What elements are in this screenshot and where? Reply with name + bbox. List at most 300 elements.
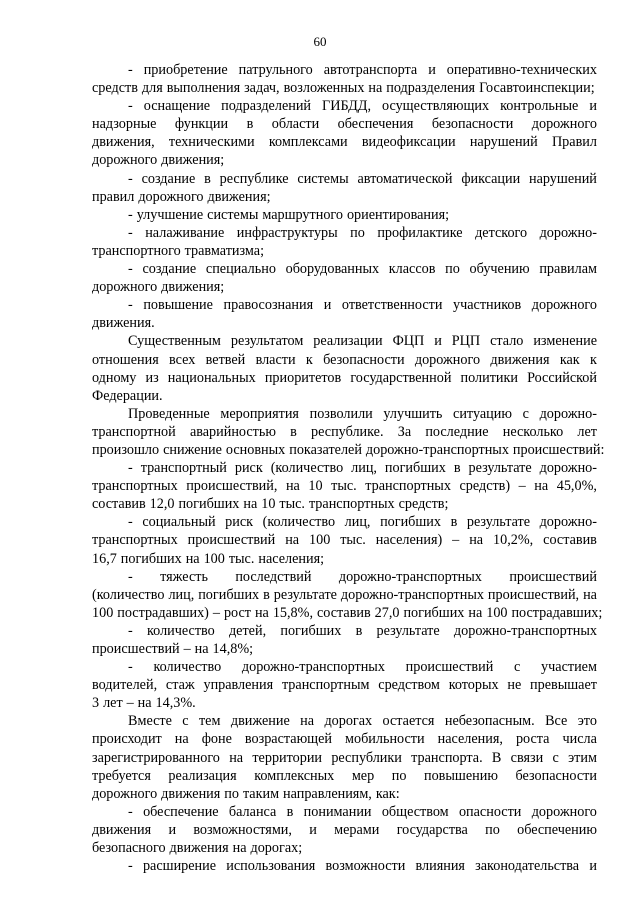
word: политики [460, 369, 518, 386]
word: возложенных [283, 80, 365, 97]
word: – [452, 532, 460, 549]
word: обеспечения [337, 116, 414, 133]
paragraph [92, 459, 597, 513]
paragraph [92, 803, 597, 857]
word: территории [252, 749, 323, 766]
word: транспортный [140, 460, 227, 477]
word: как: [375, 785, 400, 802]
word: оснащение [143, 98, 211, 115]
word: с [514, 659, 521, 676]
word: лиц, [168, 586, 195, 603]
word: лиц, [351, 460, 377, 477]
paragraph [92, 405, 605, 459]
word: национальных [167, 369, 256, 386]
word: тем [198, 713, 221, 730]
paragraph [92, 224, 597, 260]
word: с [522, 405, 529, 422]
word: обеспечение [143, 803, 219, 820]
word: тыс. [279, 496, 305, 513]
word: ситуацию [453, 405, 512, 422]
word: транспортным [281, 677, 370, 694]
word: государства [396, 821, 468, 838]
word: подразделений [221, 98, 312, 115]
word: функции [174, 116, 229, 133]
text-line [92, 61, 597, 79]
word: – [518, 478, 526, 495]
text-line [92, 550, 597, 568]
text-line [92, 821, 597, 839]
text-line [92, 97, 597, 115]
word: транспортных [308, 496, 395, 513]
word: происшествий [509, 568, 597, 585]
word: несколько [502, 423, 564, 440]
text-line [92, 730, 597, 748]
word: таким [242, 785, 280, 802]
word: обществом [381, 803, 449, 820]
word: 100 [203, 550, 225, 567]
word: расширение [142, 858, 217, 875]
word: обеспечению [517, 821, 597, 838]
text-line [92, 314, 597, 332]
word: - [128, 297, 133, 314]
word: последние [425, 423, 489, 440]
word: результате [466, 514, 531, 531]
word: дорожного [531, 297, 597, 314]
word: снижение [163, 441, 222, 458]
word: нарушений [469, 134, 538, 151]
word: детей, [228, 622, 267, 639]
word: погибших [198, 586, 260, 603]
word: ГИБДД, [322, 98, 371, 115]
word: – [126, 695, 134, 712]
word: улучшить [383, 405, 443, 422]
word: как [559, 351, 580, 368]
paragraph [92, 513, 597, 567]
word: на [285, 532, 300, 549]
word: дорожного [92, 152, 158, 169]
word: по [485, 821, 500, 838]
word: к [590, 351, 597, 368]
word: транспортных [365, 478, 451, 495]
word: возрастающей [244, 731, 332, 748]
word: связи [510, 749, 544, 766]
word: превышает [530, 677, 597, 694]
word: участников [453, 297, 522, 314]
text-line [92, 188, 597, 206]
word: результатом [230, 333, 304, 350]
word: профилактике [377, 224, 463, 241]
word: 100 [309, 532, 331, 549]
text-line [92, 115, 597, 133]
word: погибших [120, 550, 182, 567]
word: возможностями, [193, 821, 292, 838]
word: в [450, 514, 458, 531]
word: результате [376, 622, 440, 639]
word: правосознания [223, 297, 314, 314]
word: транспортной [92, 423, 176, 440]
word: оборудованных [285, 261, 380, 278]
word: государственной [350, 369, 452, 386]
text-line [92, 586, 597, 604]
word: - [128, 514, 133, 531]
word: управления [203, 677, 274, 694]
word: роста [515, 731, 550, 748]
word: к [305, 351, 313, 368]
text-line [92, 441, 605, 459]
text-line [92, 133, 597, 151]
word: (количество [92, 586, 165, 603]
word: законодательства [475, 858, 580, 875]
word: погибших [280, 622, 342, 639]
paragraph [92, 206, 597, 224]
word: оперативно-технических [446, 62, 597, 78]
word: дорожно-транспортных [241, 659, 385, 676]
word: составив [316, 604, 371, 621]
page-number: 60 [313, 34, 327, 49]
word: на [300, 713, 315, 730]
text-line [92, 767, 597, 785]
word: - [128, 62, 133, 78]
word: на [368, 80, 383, 97]
word: числа [562, 731, 597, 748]
word: безопасности [323, 351, 405, 368]
text-line [92, 459, 597, 477]
word: с [552, 749, 559, 766]
word: - [128, 224, 133, 241]
word: движения [92, 821, 152, 838]
word: власти [255, 351, 296, 368]
text-line [92, 151, 597, 169]
word: дорожно- [539, 224, 597, 241]
word: тяжесть [160, 568, 208, 585]
word: зарегистрированного [92, 749, 220, 766]
word: (количество [262, 514, 336, 531]
text-line [92, 694, 597, 712]
word: по [224, 785, 239, 802]
word: республики [331, 749, 402, 766]
word: погибших [384, 460, 446, 477]
word: В [491, 749, 502, 766]
word: и [428, 62, 436, 78]
word: мобильности [345, 731, 425, 748]
word: ФЦП [392, 333, 425, 350]
word: произошло [92, 441, 160, 458]
word: (количество [270, 460, 344, 477]
text-line [92, 332, 597, 350]
word: тыс. [228, 550, 255, 567]
word: пострадавших) [117, 604, 209, 621]
word: в [290, 423, 297, 440]
word: этим [568, 749, 597, 766]
word: комплексами [268, 134, 348, 151]
word: налаживание [145, 224, 225, 241]
word: дорожно-транспортных [340, 586, 484, 603]
word: происшествий, [186, 478, 278, 495]
word: повышению [424, 767, 498, 784]
word: в [286, 803, 294, 820]
word: мерами [334, 821, 380, 838]
word: транспортного [92, 242, 181, 259]
word: позволили [309, 405, 373, 422]
word: средств; [398, 496, 449, 513]
word: движения; [207, 188, 271, 205]
word: на [194, 641, 209, 657]
word: 100 [92, 604, 114, 621]
word: происшествий, [487, 586, 580, 603]
word: аварийностью [189, 423, 276, 440]
word: Правил [551, 134, 597, 151]
word: лиц, [344, 514, 371, 531]
word: классов [388, 261, 436, 278]
word: на [137, 695, 152, 712]
text-line [92, 622, 597, 640]
paragraph [92, 622, 597, 658]
word: возможности [325, 858, 406, 875]
word: рост [223, 604, 251, 621]
word: фоне [201, 731, 232, 748]
word: 10 [308, 478, 323, 495]
word: 100 [486, 604, 508, 621]
word: тыс. [340, 532, 366, 549]
word: результате [468, 460, 532, 477]
word: - [128, 803, 133, 820]
text-line [92, 495, 597, 513]
word: на [254, 604, 269, 621]
word: использования [226, 858, 316, 875]
paragraph [92, 260, 597, 296]
word: с [182, 713, 189, 730]
text-line [92, 803, 597, 821]
word: автотранспорта [323, 62, 418, 78]
word: дорожно-транспортных [453, 622, 597, 639]
word: Российской [527, 369, 597, 386]
word: тыс. [331, 478, 357, 495]
word: 12,0 [149, 496, 175, 513]
word: Существенным [128, 333, 221, 350]
word: создание [142, 261, 197, 278]
word: происшествий [405, 659, 494, 676]
paragraph [92, 296, 597, 332]
word: травматизма; [184, 242, 265, 259]
word: инфраструктуры [236, 224, 338, 241]
word: последствий [235, 568, 312, 585]
word: детского [475, 224, 528, 241]
word: населения; [258, 550, 325, 567]
word: надзорные [92, 116, 157, 133]
word: Все [545, 713, 568, 730]
word: населения, [437, 731, 503, 748]
word: 27,0 [374, 604, 400, 621]
word: баланса [228, 803, 277, 820]
text-line [92, 568, 597, 586]
word: в [355, 622, 363, 639]
word: происшествий: [512, 441, 605, 458]
text-line [92, 477, 597, 495]
word: отношения [92, 351, 159, 368]
word: движения, [92, 134, 155, 151]
word: составив [92, 496, 146, 513]
word: ориентирования; [346, 206, 450, 223]
word: движения; [161, 279, 225, 296]
word: дорожного [414, 351, 481, 368]
word: на [229, 749, 244, 766]
word: ответственности [341, 297, 443, 314]
word: одному [92, 369, 137, 386]
word: влияния [415, 858, 465, 875]
word: движения [169, 840, 229, 857]
word: на [232, 840, 247, 857]
word: всех [169, 351, 196, 368]
word: погибших [178, 496, 240, 513]
word: движения [490, 351, 550, 368]
text-line [92, 712, 597, 730]
word: 14,3%. [155, 695, 196, 712]
word: направлениям, [283, 785, 372, 802]
word: изменение [533, 333, 597, 350]
word: 3 [92, 695, 100, 712]
word: стало [490, 333, 524, 350]
word: по [350, 224, 365, 241]
paragraph [92, 712, 597, 802]
word: 10 [261, 496, 276, 513]
word: мероприятия [220, 405, 299, 422]
word: движения [161, 785, 221, 802]
word: средств) [459, 478, 511, 495]
word: нарушений [529, 170, 597, 187]
word: реализация [168, 767, 237, 784]
word: в [204, 170, 211, 187]
word: За [397, 423, 412, 440]
word: комплексных [254, 767, 335, 784]
word: понимании [303, 803, 372, 820]
word: и [589, 98, 597, 115]
word: средств [92, 80, 138, 97]
word: небезопасным. [444, 713, 535, 730]
word: происшествий [92, 641, 180, 657]
word: опасности [458, 803, 522, 820]
word: в [263, 586, 270, 603]
word: мер [351, 767, 375, 784]
word: водителей, [92, 677, 158, 694]
text-line [92, 857, 597, 875]
word: в [453, 460, 461, 477]
word: области [271, 116, 320, 133]
word: и [168, 821, 177, 838]
word: – [183, 641, 191, 657]
text-line [92, 423, 597, 441]
word: дорожно- [539, 405, 597, 422]
paragraph [92, 857, 597, 875]
word: остается [382, 713, 435, 730]
word: и [434, 333, 442, 350]
word: дорожно- [539, 460, 597, 477]
word: правилам [539, 261, 597, 278]
word: осуществляющих [382, 98, 490, 115]
word: - [128, 659, 133, 676]
word: движение [230, 713, 290, 730]
word: правил [92, 188, 135, 205]
text-line [92, 749, 597, 767]
word: количество [146, 622, 215, 639]
word: подразделения [386, 80, 476, 97]
word: дорожного [531, 803, 597, 820]
word: лет [103, 695, 123, 712]
word: безопасности [515, 767, 597, 784]
word: - [128, 568, 133, 585]
text-line [92, 513, 597, 531]
paragraph [92, 568, 603, 622]
word: - [128, 170, 133, 187]
text-line [92, 658, 597, 676]
word: составив [543, 532, 597, 549]
word: РЦП [451, 333, 481, 350]
word: не [507, 677, 522, 694]
word: результате [273, 586, 337, 603]
word: риск [234, 460, 263, 477]
word: на [468, 604, 483, 621]
text-line [92, 278, 597, 296]
word: на [534, 478, 549, 495]
word: Госавтоинспекции; [479, 80, 595, 97]
word: патрульного [238, 62, 313, 78]
word: улучшение [136, 206, 204, 223]
word: 16,7 [92, 550, 117, 567]
word: обучению [469, 261, 530, 278]
word: - [128, 622, 133, 639]
word: дорожно-транспортных [338, 568, 482, 585]
word: 45,0%, [556, 478, 597, 495]
word: участием [541, 659, 597, 676]
word: погибших [403, 604, 465, 621]
word: на [469, 532, 484, 549]
word: - [128, 98, 133, 115]
word: ветвей [205, 351, 246, 368]
word: на [285, 478, 300, 495]
text-line [92, 839, 597, 857]
word: дорожного [531, 116, 597, 133]
word: создание [141, 170, 196, 187]
text-line [92, 79, 597, 97]
word: дорожного [138, 188, 204, 205]
word: по [391, 767, 407, 784]
word: по [445, 261, 460, 278]
word: видеофиксации [361, 134, 456, 151]
text-line [92, 531, 597, 549]
word: происходит [92, 731, 162, 748]
text-line [92, 676, 597, 694]
word: 15,8%, [272, 604, 314, 621]
word: движения; [161, 152, 225, 169]
word: техническими [168, 134, 255, 151]
paragraph [92, 170, 597, 206]
word: специально [205, 261, 276, 278]
word: безопасности [431, 116, 514, 133]
word: на [243, 496, 258, 513]
word: реализации [313, 333, 383, 350]
document-body [92, 61, 605, 875]
text-line [92, 785, 597, 803]
text-line [92, 260, 597, 278]
word: безопасного [92, 840, 166, 857]
word: системы [207, 206, 259, 223]
word: лет [577, 423, 597, 440]
word: приоритетов [264, 369, 342, 386]
text-line [92, 387, 597, 405]
text-line [92, 206, 597, 224]
word: для [141, 80, 163, 97]
word: риск [225, 514, 254, 531]
word: это [577, 713, 597, 730]
